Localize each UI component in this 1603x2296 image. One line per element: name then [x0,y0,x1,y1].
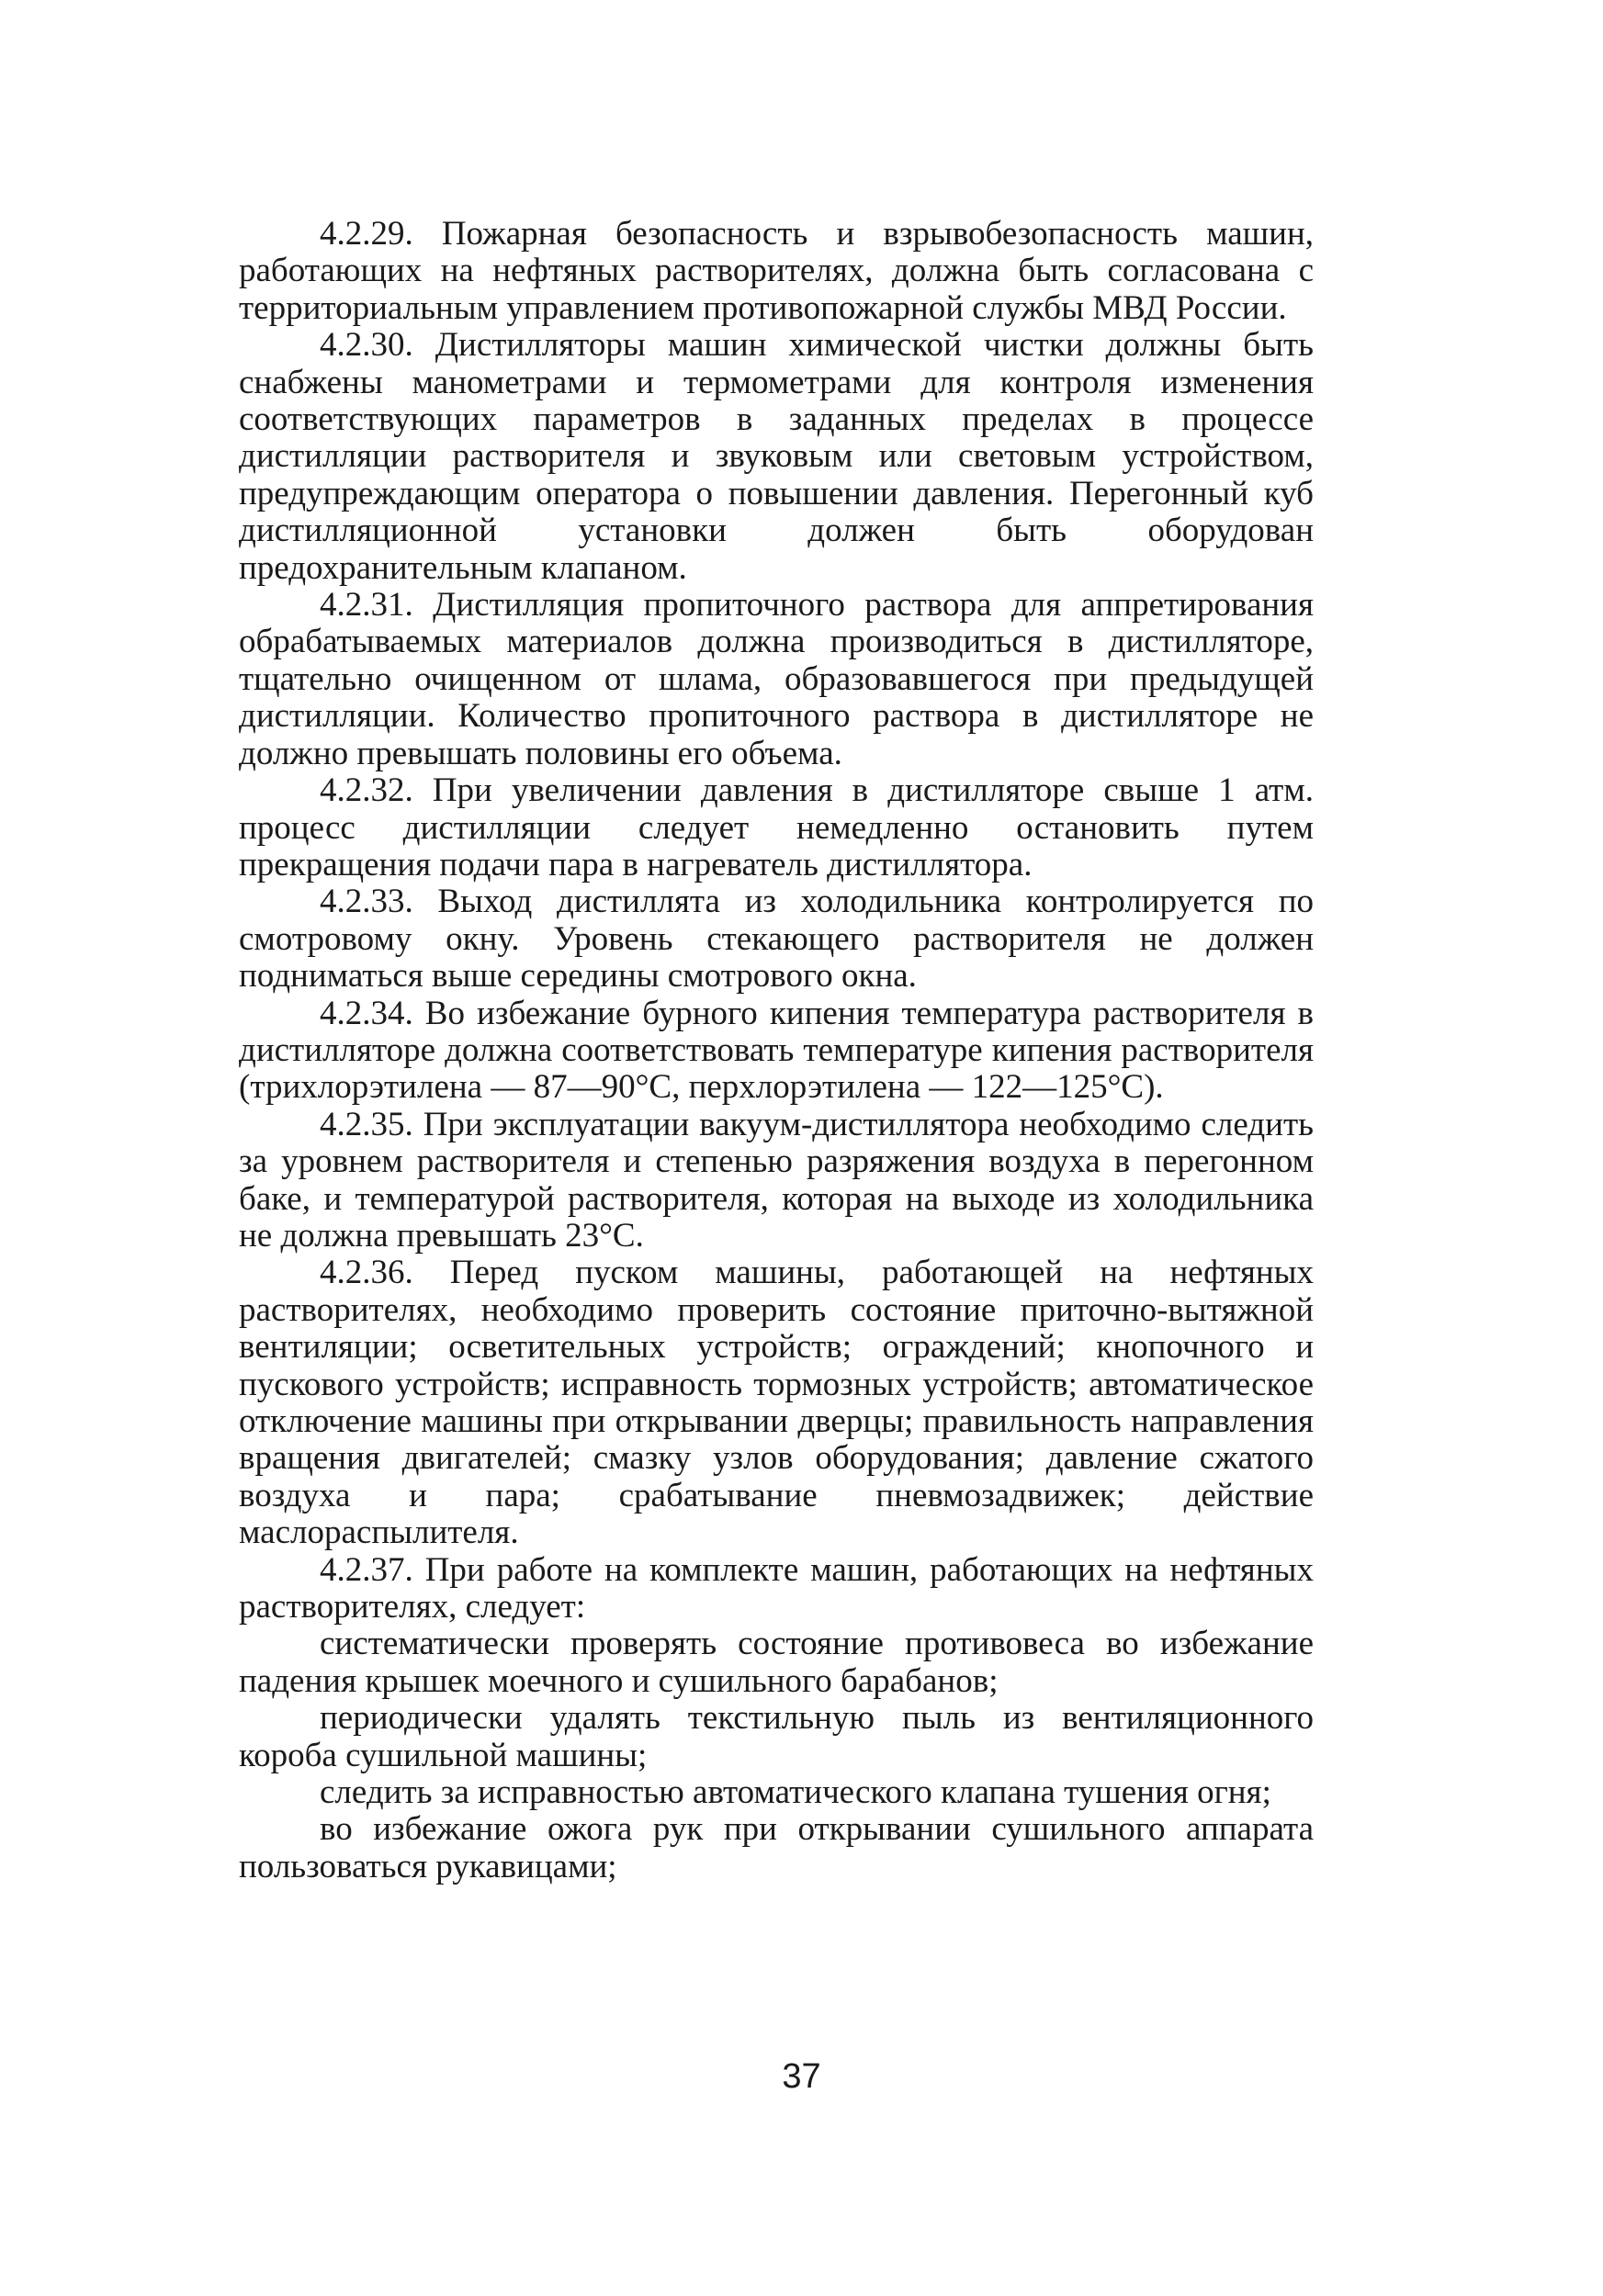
paragraph-4-2-31: 4.2.31. Дистилляция пропиточного раствора для аппретирования обрабатываемых материалов должна производиться в дистилляторе, тщательно очищенном от шлама, образовавшегося при предыдущей дистилляции. Количество пропиточного раствора в дистилляторе не должно превышать половины его объема. [239,586,1314,772]
list-item-textile-dust: периодически удалять текстильную пыль из вентиляционного короба сушильной машины; [239,1699,1314,1774]
list-item-gloves: во избежание ожога рук при открывании сушильного аппарата пользоваться рукавицами; [239,1810,1314,1885]
paragraph-4-2-32: 4.2.32. При увеличении давления в дистилляторе свыше 1 атм. процесс дистилляции следует немедленно остановить путем прекращения подачи пара в нагреватель дистиллятора. [239,771,1314,884]
paragraph-4-2-33: 4.2.33. Выход дистиллята из холодильника контролируется по смотровому окну. Уровень стекающего растворителя не должен подниматься выше середины смотрового окна. [239,883,1314,996]
paragraph-4-2-29: 4.2.29. Пожарная безопасность и взрывобезопасность машин, работающих на нефтяных растворителях, должна быть согласована с территориальным управлением противопожарной службы МВД России. [239,215,1314,327]
list-item-fire-valve: следить за исправностью автоматического клапана тушения огня; [320,1773,1271,1812]
paragraph-4-2-35: 4.2.35. При эксплуатации вакуум-дистиллятора необходимо следить за уровнем растворителя и степенью разряжения воздуха в перегонном баке, и температурой растворителя, которая на выходе из холодильника не должна превышать 23°С. [239,1105,1314,1255]
list-item-counterweight: систематически проверять состояние противовеса во избежание падения крышек моечного и сушильного барабанов; [239,1625,1314,1700]
paragraph-4-2-34: 4.2.34. Во избежание бурного кипения температура растворителя в дистилляторе должна соответствовать температуре кипения растворителя (трихлорэтилена — 87—90°С, перхлорэтилена — 122—125°С). [239,994,1314,1107]
paragraph-4-2-36: 4.2.36. Перед пуском машины, работающей на нефтяных растворителях, необходимо проверить состояние приточно-вытяжной вентиляции; осветительных устройств; ограждений; кнопочного и пускового устройств; исправность тормозных устройств; автоматическое отключение машины при открывании дверцы; правильность направления вращения двигателей; смазку узлов оборудования; давление сжатого воздуха и пара; срабатывание пневмозадвижек; действие маслораспылителя. [239,1254,1314,1552]
paragraph-4-2-37: 4.2.37. При работе на комплекте машин, работающих на нефтяных растворителях, следует: [239,1550,1314,1626]
page-number: 37 [782,2057,821,2096]
paragraph-4-2-30: 4.2.30. Дистилляторы машин химической чистки должны быть снабжены манометрами и термометрами для контроля изменения соответствующих параметров в заданных пределах в процессе дистилляции растворителя и звуковым или световым устройством, предупреждающим оператора о повышении давления. Перегонный куб дистилляционной установки должен быть оборудован предохранительным клапаном. [239,326,1314,587]
page-body [239,216,1314,1885]
